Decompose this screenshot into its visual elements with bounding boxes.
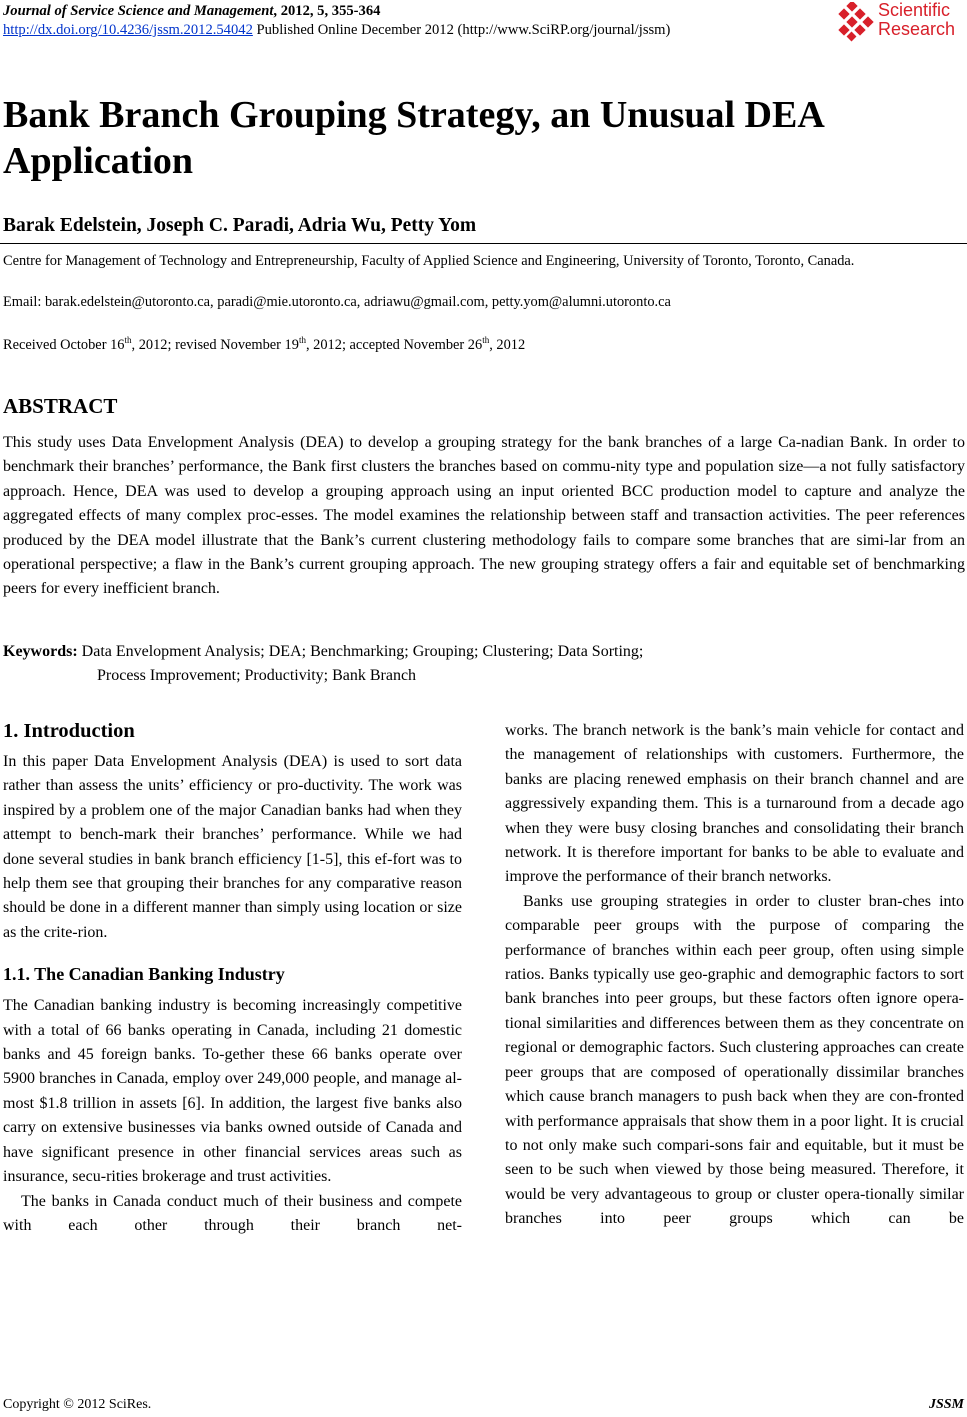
- right-column: [505, 719, 964, 1232]
- abstract-heading: ABSTRACT: [3, 394, 118, 418]
- revised-text: , 2012; revised November 19: [131, 337, 299, 353]
- title-divider: [0, 243, 967, 244]
- year-text: , 2012: [489, 337, 526, 353]
- footer-journal-abbr: JSSM: [928, 1397, 964, 1412]
- keywords: [3, 640, 965, 689]
- footer-copyright: Copyright © 2012 SciRes.: [3, 1397, 152, 1412]
- keywords-values-2: Process Improvement; Productivity; Bank Branch: [97, 667, 417, 685]
- ordinal-suffix: th: [482, 335, 490, 346]
- received-text: Received October 16: [3, 337, 125, 353]
- logo-text: [878, 1, 955, 39]
- journal-volume-pages: , 2012, 5, 355-364: [273, 3, 381, 19]
- section-heading-introduction: 1. Introduction: [3, 720, 135, 742]
- journal-citation: [3, 2, 670, 21]
- keywords-label: Keywords:: [3, 643, 78, 660]
- journal-name: Journal of Service Science and Management: [3, 3, 274, 19]
- published-online: Published Online December 2012 (http://www.SciRP.org/journal/jssm): [252, 22, 671, 38]
- journal-header: [3, 2, 670, 40]
- paragraph: Banks use grouping strategies in order to cluster bran-ches into comparable peer groups with the purpose of comparing the performance of branches within each peer group, often using simple ratios. Banks typically use geo-graphic and demographic factors to sort bank branches into peer groups, but these factors often ignore opera-tional similarities and differences between them as they concentrate on regional or demographic factors. Such clustering approaches can create peer groups that are composed of operationally dissimilar branches which cause branch managers to push back when they are con-fronted with performance appraisals that show them in a poor light. It is crucial to not only make such compari-sons fair and equitable, but it must be seen to be such when viewed by those being measured. Therefore, it would be very advantageous to group or cluster opera-tionally similar branches into peer groups which can be: [505, 892, 964, 1228]
- doi-line: [3, 21, 670, 40]
- keywords-line-1: [3, 640, 965, 664]
- received-dates: [3, 336, 525, 355]
- abstract-text: This study uses Data Envelopment Analysis (DEA) to develop a grouping strategy for the bank branches of a large Ca-nadian Bank. In order to benchmark their branches’ performance, the Bank first clusters the branches based on commu-nity type and population size—a not fully satisfactory approach. Hence, DEA was used to develop a grouping approach using an input oriented BCC production model to capture and analyze the aggregated effects of many complex proc-esses. The model examines the relationship between staff and transaction activities. The peer references produced by the DEA model illustrate that the Bank’s current clustering methodology fails to compare some branches that are simi-lar from an operational perspective; a flaw in the Bank’s current grouping approach. The new grouping strategy offers a fair and equitable set of benchmarking peers for every inefficient branch.: [3, 434, 965, 598]
- paragraph: The Canadian banking industry is becoming increasingly competitive with a total of 66 banks operating in Canada, including 21 domestic banks and 45 foreign banks. To-gether these 66 banks operate over 5900 branches in Canada, employ over 249,000 people, and manage al-most $1.8 trillion in assets [6]. In addition, the largest five banks also carry on extensive businesses via banks owned outside of Canada and have significant presence in other financial services areas such as insurance, secu-rities brokerage and trust activities.: [3, 997, 462, 1186]
- paper-title: Bank Branch Grouping Strategy, an Unusual DEA Application: [3, 94, 823, 182]
- author-list: Barak Edelstein, Joseph C. Paradi, Adria Wu, Petty Yom: [3, 215, 477, 236]
- doi-link[interactable]: http://dx.doi.org/10.4236/jssm.2012.54042: [3, 22, 253, 38]
- subsection-heading: 1.1. The Canadian Banking Industry: [3, 964, 285, 985]
- paragraph: The banks in Canada conduct much of their business and compete with each other through their branch net-: [3, 1192, 462, 1234]
- ordinal-suffix: th: [124, 335, 132, 346]
- scientific-research-logo: [836, 1, 964, 43]
- keywords-values-1: Data Envelopment Analysis; DEA; Benchmarking; Grouping; Clustering; Data Sorting;: [77, 643, 644, 660]
- affiliation: Centre for Management of Technology and Entrepreneurship, Faculty of Applied Science and Engineering, University of Toronto, Toronto, Canada.: [3, 253, 855, 269]
- logo-line-2: Research: [878, 19, 956, 39]
- paragraph: In this paper Data Envelopment Analysis (DEA) is used to sort data rather than assess the units’ efficiency or pro-ductivity. The work was inspired by a problem one of the major Canadian banks had when they attempt to bench-mark their branches’ performance. While we had done several studies in bank branch efficiency [1-5], this ef-fort was to help them see that grouping their branches for any comparative reason should be done in a different manner than simply using location or size as the crite-rion.: [3, 753, 462, 941]
- accepted-text: , 2012; accepted November 26: [305, 337, 483, 353]
- paragraph: works. The branch network is the bank’s main vehicle for contact and the management of relationships with customers. Furthermore, the banks are placing renewed emphasis on their branch channel and are aggressively expanding them. This is a turnaround from a decade ago when they were busy closing branches and consolidating their branch network. It is therefore important for banks to be able to evaluate and improve the performance of their branch networks.: [505, 722, 964, 886]
- logo-line-1: Scientific: [878, 0, 951, 20]
- logo-mark-icon: [836, 2, 876, 42]
- left-column: [3, 718, 462, 1238]
- author-emails: Email: barak.edelstein@utoronto.ca, paradi@mie.utoronto.ca, adriawu@gmail.com, petty.yom@alumni.utoronto.ca: [3, 294, 671, 310]
- ordinal-suffix: th: [298, 335, 306, 346]
